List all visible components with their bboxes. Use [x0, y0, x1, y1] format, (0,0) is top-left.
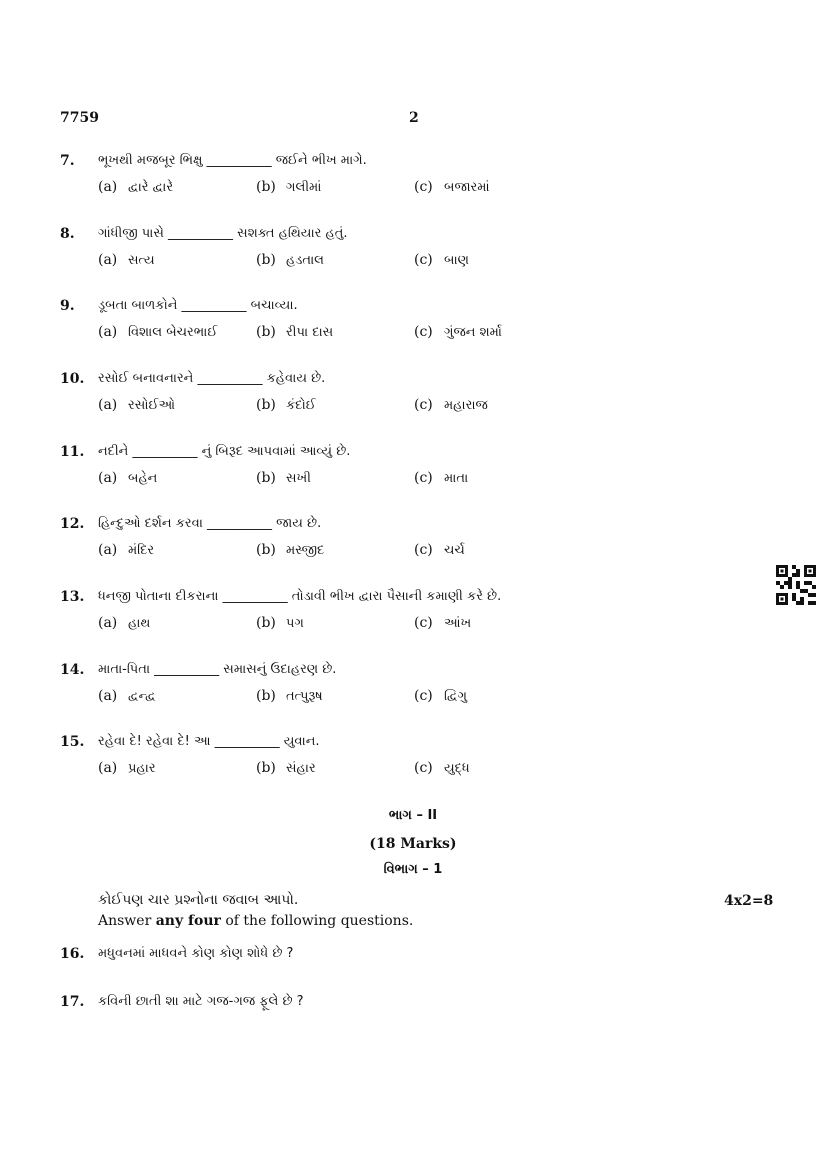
option-c: (c) બાણ — [414, 252, 469, 268]
option-b: (b) ગલીમાં — [256, 179, 322, 195]
question-number: 16. — [60, 946, 85, 962]
question-text: માતા-પિતા __________ સમાસનું ઉદાહરણ છે. — [98, 662, 337, 677]
question-number: 17. — [60, 994, 85, 1010]
options — [98, 760, 698, 780]
section-part-heading: ભાગ – II — [388, 808, 438, 823]
question-text: ડૂબતા બાળકોને __________ બચાવ્યા. — [98, 298, 298, 313]
option-c: (c) ચર્ચ — [414, 542, 465, 558]
question-text: ગાંધીજી પાસે __________ સશક્ત હથિયાર હતું. — [98, 226, 348, 241]
question-text: રસોઈ બનાવનારને __________ કહેવાય છે. — [98, 371, 326, 386]
option-c: (c) મહારાજ — [414, 397, 488, 413]
option-b: (b) મસ્જીદ — [256, 542, 325, 558]
options — [98, 470, 698, 490]
question-number: 10. — [60, 371, 85, 387]
question-text: રહેવા દે! રહેવા દે! આ __________ યુવાન. — [98, 734, 320, 749]
options — [98, 615, 698, 635]
question-number: 15. — [60, 734, 85, 750]
question-number: 11. — [60, 444, 85, 460]
question-text: હિન્દુઓ દર્શન કરવા __________ જાય છે. — [98, 516, 322, 531]
options — [98, 542, 698, 562]
option-b: (b) કંદોઈ — [256, 397, 316, 413]
option-b: (b) સંહાર — [256, 760, 316, 776]
question-number: 7. — [60, 153, 75, 169]
option-a: (a) મંદિર — [98, 542, 155, 558]
option-a: (a) બહેન — [98, 470, 158, 486]
option-b: (b) તત્પુરૂષ — [256, 688, 323, 704]
question-number: 13. — [60, 589, 85, 605]
option-c: (c) બજારમાં — [414, 179, 490, 195]
option-a: (a) દ્વન્દ્વ — [98, 688, 156, 704]
option-a: (a) દ્વારે દ્વારે — [98, 179, 174, 195]
option-c: (c) આંખ — [414, 615, 472, 631]
question-number: 9. — [60, 298, 75, 314]
section-division-heading: વિભાગ – 1 — [383, 862, 443, 877]
page-number: 2 — [409, 110, 419, 126]
option-b: (b) સખી — [256, 470, 311, 486]
option-c: (c) યુદ્ધ — [414, 760, 470, 776]
options — [98, 252, 698, 272]
option-a: (a) રસોઈઓ — [98, 397, 176, 413]
options — [98, 688, 698, 708]
option-c: (c) ગુંજન શર્મા — [414, 324, 502, 340]
option-a: (a) પ્રહાર — [98, 760, 156, 776]
question-text: ભૂખથી મજબૂર ભિક્ષુ __________ જઈને ભીખ માગે. — [98, 153, 367, 168]
option-b: (b) હડતાલ — [256, 252, 325, 268]
options — [98, 179, 698, 199]
option-a: (a) હાથ — [98, 615, 151, 631]
instruction-english: Answer any four of the following questions. — [98, 913, 414, 929]
question-number: 12. — [60, 516, 85, 532]
question-number: 14. — [60, 662, 85, 678]
question-text: નદીને __________ નું બિરૂદ આપવામાં આવ્યું છે. — [98, 444, 351, 459]
option-c: (c) માતા — [414, 470, 469, 486]
options — [98, 397, 698, 417]
question-text: ધનજી પોતાના દીકરાના __________ તોડાવી ભીખ દ્વારા પૈસાની કમાણી કરે છે. — [98, 589, 502, 604]
section-marks: (18 Marks) — [369, 836, 457, 852]
marks-allocation: 4x2=8 — [724, 893, 774, 909]
option-c: (c) દ્વિગુ — [414, 688, 467, 704]
option-a: (a) સત્ય — [98, 252, 155, 268]
option-a: (a) વિશાલ બેચરભાઈ — [98, 324, 218, 340]
option-b: (b) રીપા દાસ — [256, 324, 334, 340]
paper-code: 7759 — [60, 110, 99, 126]
instruction-gujarati: કોઈપણ ચાર પ્રશ્નોના જવાબ આપો. — [98, 892, 299, 908]
option-b: (b) પગ — [256, 615, 304, 631]
options — [98, 324, 698, 344]
question-text: મધુવનમાં માધવને કોણ કોણ શોધે છે ? — [98, 946, 294, 961]
qr-code — [776, 565, 816, 605]
question-text: કવિની છાતી શા માટે ગજ-ગજ ફૂલે છે ? — [98, 994, 304, 1009]
instruction-emphasis: any four — [155, 913, 221, 929]
question-number: 8. — [60, 226, 75, 242]
